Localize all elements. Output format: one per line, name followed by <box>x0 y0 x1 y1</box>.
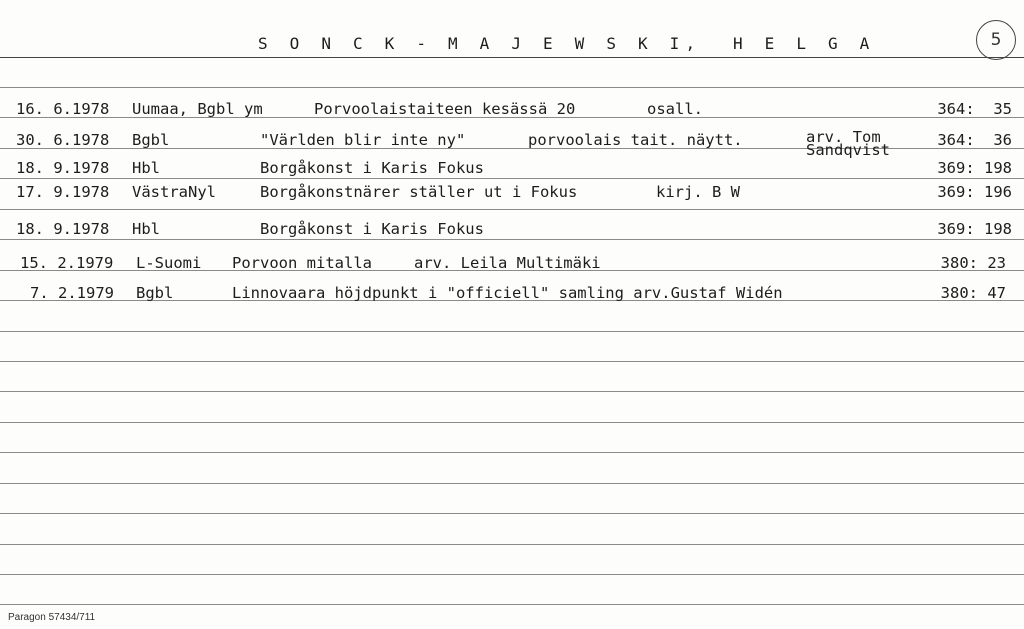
ruled-line <box>0 513 1024 514</box>
entry-source: Bgbl <box>132 131 170 149</box>
ruled-line <box>0 361 1024 362</box>
ruled-line <box>0 483 1024 484</box>
entry-ref: 364: 35 <box>937 100 1012 118</box>
ruled-line <box>0 87 1024 88</box>
entry-date: 30. 6.1978 <box>16 131 110 149</box>
entry-author: arv. Tom Sandqvist <box>806 128 890 159</box>
ruled-line <box>0 209 1024 210</box>
ruled-line <box>0 452 1024 453</box>
entry-title: Porvoolaistaiteen kesässä 20 <box>314 100 576 118</box>
entry-title: Borgåkonst i Karis Fokus <box>260 159 484 177</box>
entry-ref: 369: 198 <box>937 220 1012 238</box>
ruled-line <box>0 331 1024 332</box>
entry-date: 17. 9.1978 <box>16 183 110 201</box>
entry-source: VästraNyl <box>132 183 216 201</box>
entry-date: 16. 6.1978 <box>16 100 110 118</box>
ruled-line <box>0 422 1024 423</box>
entry-extra: kirj. B W <box>656 183 740 201</box>
ruled-line <box>0 391 1024 392</box>
entry-title: Porvoon mitalla <box>232 254 372 272</box>
entry-ref: 364: 36 <box>937 131 1012 149</box>
ruled-line <box>0 178 1024 179</box>
entry-ref: 380: 47 <box>940 284 1006 302</box>
entry-date: 18. 9.1978 <box>16 220 110 238</box>
entry-title: "Världen blir inte ny" <box>260 131 466 149</box>
card-printer-imprint: Paragon 57434/711 <box>8 612 96 623</box>
entry-title: Borgåkonst i Karis Fokus <box>260 220 484 238</box>
ruled-line <box>0 604 1024 605</box>
entry-title: Borgåkonstnärer ställer ut i Fokus <box>260 183 578 201</box>
entry-ref: 369: 196 <box>937 183 1012 201</box>
entry-date: 18. 9.1978 <box>16 159 110 177</box>
card-heading-name: S O N C K - M A J E W S K I, H E L G A <box>258 34 876 53</box>
entry-source: Uumaa, Bgbl ym <box>132 100 263 118</box>
entry-ref: 369: 198 <box>937 159 1012 177</box>
entry-source: L-Suomi <box>136 254 202 272</box>
entry-date: 7. 2.1979 <box>30 284 114 302</box>
entry-source: Hbl <box>132 220 160 238</box>
entry-extra: arv. Leila Multimäki <box>414 254 601 272</box>
entry-title: Linnovaara höjdpunkt i "officiell" samling arv.Gustaf Widén <box>232 284 783 302</box>
ruled-line <box>0 544 1024 545</box>
entry-ref: 380: 23 <box>940 254 1006 272</box>
ruled-line <box>0 239 1024 240</box>
entry-source: Bgbl <box>136 284 174 302</box>
entry-extra: osall. <box>647 100 703 118</box>
entry-extra: porvoolais tait. näytt. <box>528 131 743 149</box>
ruled-line <box>0 574 1024 575</box>
card-number-circle: 5 <box>976 20 1016 60</box>
header-rule <box>0 57 1024 58</box>
entry-date: 15. 2.1979 <box>20 254 114 272</box>
entry-source: Hbl <box>132 159 160 177</box>
